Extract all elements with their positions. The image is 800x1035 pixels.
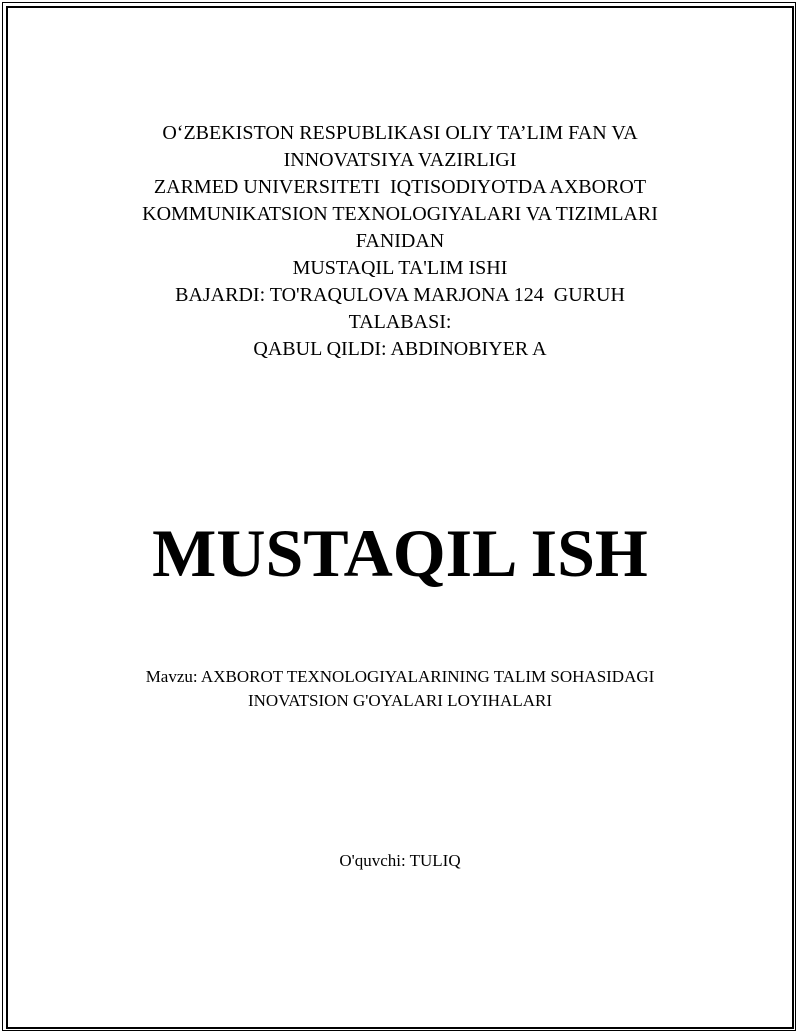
topic-line-1: Mavzu: AXBOROT TEXNOLOGIYALARINING TALIM SOHASIDAGI xyxy=(145,667,655,686)
topic-block xyxy=(0,665,800,713)
document-title: MUSTAQIL ISH xyxy=(152,515,648,591)
title-page-header xyxy=(0,120,800,363)
header-line-ministry-1: O‘ZBEKISTON RESPUBLIKASI OLIY TA’LIM FAN VA xyxy=(162,122,638,144)
header-line-fanidan: FANIDAN xyxy=(355,230,445,252)
topic-line-2: INOVATSION G'OYALARI LOYIHALARI xyxy=(247,691,552,710)
header-line-student: TALABASI: xyxy=(348,311,452,333)
header-line-work-type: MUSTAQIL TA'LIM ISHI xyxy=(292,257,508,279)
header-line-university: ZARMED UNIVERSITETI IQTISODIYOTDA AXBOROT xyxy=(153,176,647,198)
header-line-reviewer: QABUL QILDI: ABDINOBIYER A xyxy=(253,338,547,360)
header-line-ministry-2: INNOVATSIYA VAZIRLIGI xyxy=(283,149,517,171)
header-line-subject: KOMMUNIKATSION TEXNOLOGIYALARI VA TIZIMLARI xyxy=(142,203,658,225)
reader-line: O'quvchi: TULIQ xyxy=(339,851,461,870)
header-line-author: BAJARDI: TO'RAQULOVA MARJONA 124 GURUH xyxy=(175,284,625,306)
